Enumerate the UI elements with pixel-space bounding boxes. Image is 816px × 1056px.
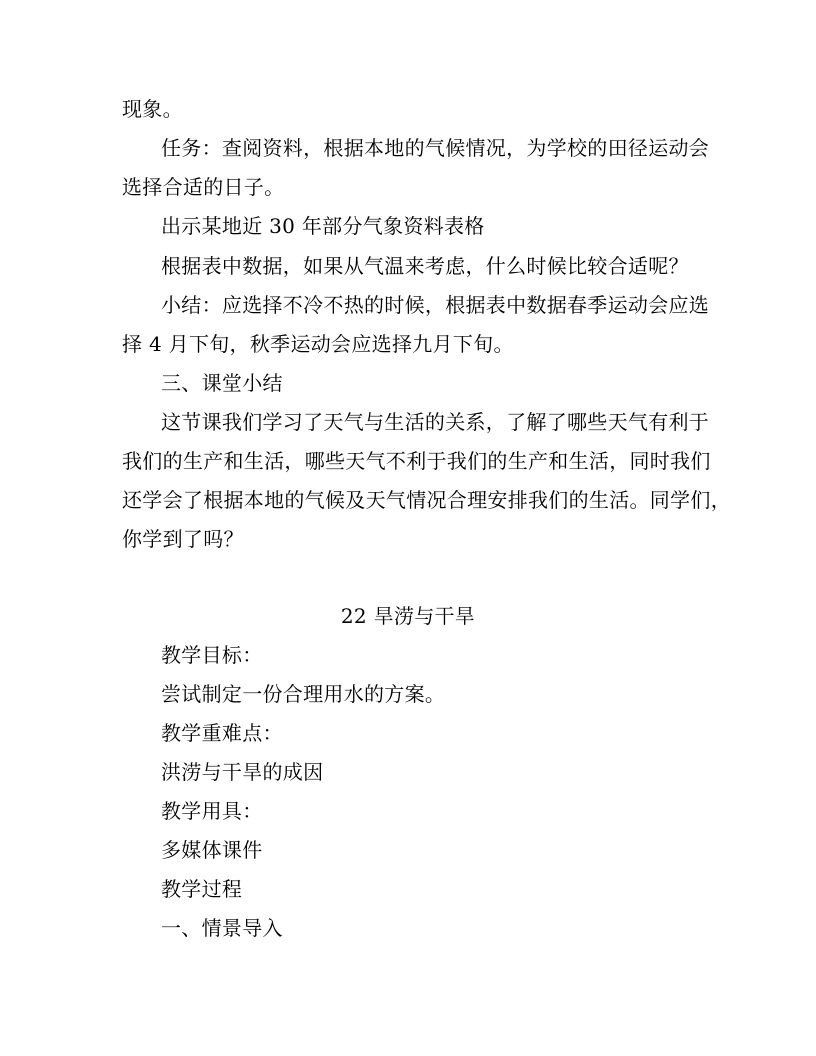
paragraph-line: 教学用具： [161, 799, 263, 823]
paragraph-line: 尝试制定一份合理用水的方案。 [161, 682, 446, 706]
paragraph-line: 任务：查阅资料，根据本地的气候情况，为学校的田径运动会 [161, 136, 710, 160]
paragraph-line: 出示某地近 30 年部分气象资料表格 [161, 214, 485, 238]
paragraph-line: 教学过程 [161, 877, 243, 901]
section-heading: 三、课堂小结 [161, 371, 283, 395]
paragraph-line: 小结：应选择不冷不热的时候，根据表中数据春季运动会应选 [161, 293, 710, 317]
paragraph-line: 这节课我们学习了天气与生活的关系，了解了哪些天气有利于 [161, 410, 710, 434]
paragraph-line: 多媒体课件 [161, 838, 263, 862]
paragraph-line: 现象。 [122, 97, 183, 121]
paragraph-line: 洪涝与干旱的成因 [161, 760, 324, 784]
paragraph-line: 根据表中数据，如果从气温来考虑，什么时候比较合适呢？ [161, 254, 689, 278]
paragraph-line: 教学重难点： [161, 721, 283, 745]
paragraph-line: 一、情景导入 [161, 916, 283, 940]
paragraph-line: 你学到了吗？ [122, 527, 244, 551]
paragraph-line: 择 4 月下旬，秋季运动会应选择九月下旬。 [122, 332, 514, 356]
paragraph-line: 我们的生产和生活，哪些天气不利于我们的生产和生活，同时我们 [122, 449, 711, 473]
paragraph-line: 还学会了根据本地的气候及天气情况合理安排我们的生活。同学们， [122, 488, 731, 512]
lesson-title: 22 旱涝与干旱 [340, 604, 476, 628]
paragraph-line: 选择合适的日子。 [122, 175, 285, 199]
paragraph-line: 教学目标： [161, 643, 263, 667]
